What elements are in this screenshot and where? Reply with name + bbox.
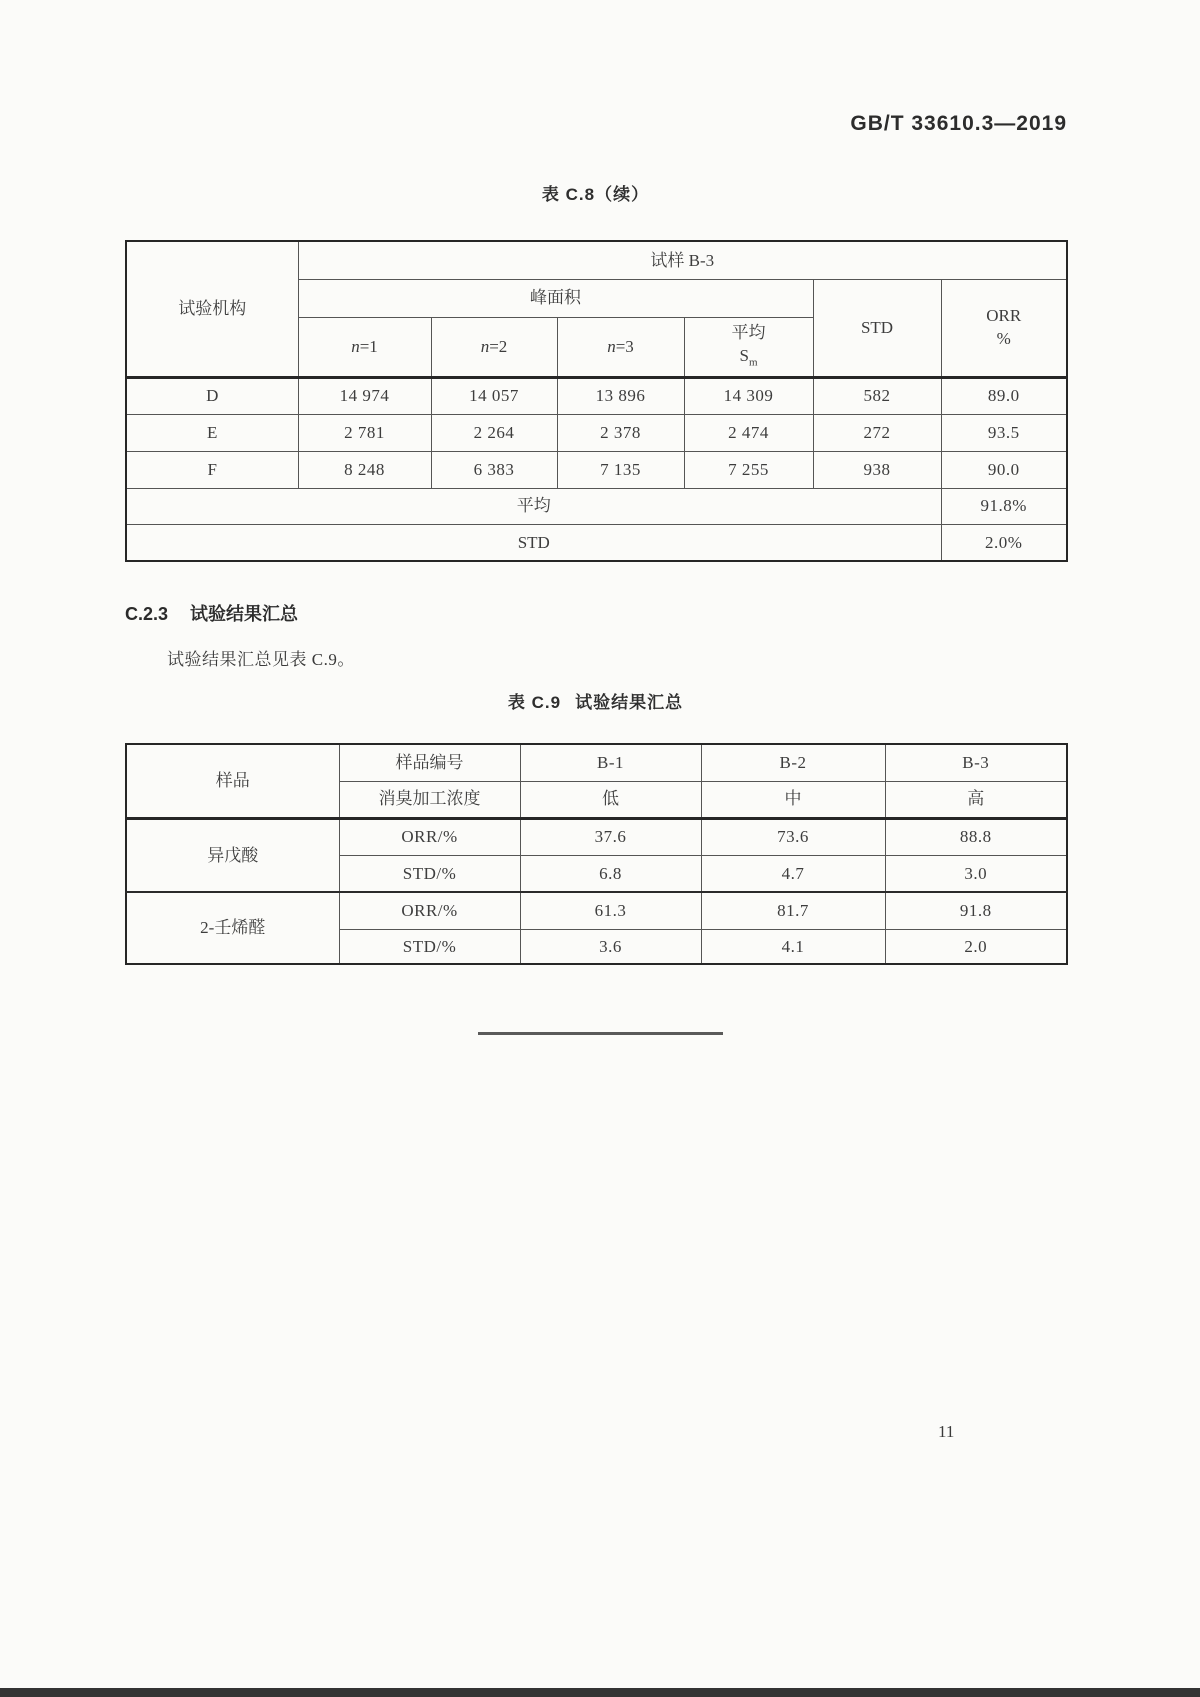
table-row <box>126 377 1067 414</box>
s-base: S <box>739 346 749 366</box>
table-cell: 91.8 <box>885 892 1067 929</box>
table-cell: 6 383 <box>431 451 557 488</box>
table-cell: 2 264 <box>431 414 557 451</box>
page-number: 11 <box>938 1422 955 1441</box>
c8-summary-average-label: 平均 <box>126 488 941 524</box>
table-cell: 3.0 <box>885 855 1067 892</box>
table-cell: 2 378 <box>557 414 684 451</box>
c9-group-isovaleric-acid: 异戊酸 <box>126 818 339 892</box>
table-row <box>126 488 1067 524</box>
c8-summary-std-label: STD <box>126 524 941 561</box>
table-row <box>126 414 1067 451</box>
table-cell: 3.6 <box>520 929 701 964</box>
table-cell: 6.8 <box>520 855 701 892</box>
c8-header-orr-line2: % <box>996 328 1011 348</box>
table-c9-caption <box>125 688 1066 713</box>
n2-eq: =2 <box>489 336 508 356</box>
table-cell: ORR/% <box>339 818 520 855</box>
table-cell: 272 <box>813 414 941 451</box>
table-row <box>126 744 1067 781</box>
table-cell: 582 <box>813 377 941 414</box>
table-c8 <box>125 240 1068 562</box>
c8-header-n2 <box>431 317 557 377</box>
section-title: 试验结果汇总 <box>190 604 299 624</box>
table-c9 <box>125 743 1068 965</box>
table-c9-caption-label: 表 C.9 <box>507 693 562 712</box>
table-cell: 81.7 <box>701 892 885 929</box>
c8-header-sm-line <box>685 345 813 370</box>
c8-header-average-sm <box>684 317 813 377</box>
table-cell: 37.6 <box>520 818 701 855</box>
table-cell: D <box>126 377 298 414</box>
c8-header-average-line: 平均 <box>731 323 766 343</box>
table-cell: 7 255 <box>684 451 813 488</box>
table-cell: 90.0 <box>941 451 1067 488</box>
table-cell: 4.7 <box>701 855 885 892</box>
table-cell: 73.6 <box>701 818 885 855</box>
c9-header-high: 高 <box>885 781 1067 818</box>
table-cell: 4.1 <box>701 929 885 964</box>
table-cell: STD/% <box>339 855 520 892</box>
table-cell: 61.3 <box>520 892 701 929</box>
table-row <box>126 892 1067 929</box>
scan-bottom-edge <box>0 1688 1200 1697</box>
section-paragraph: 试验结果汇总见表 C.9。 <box>167 650 355 669</box>
table-cell: 89.0 <box>941 377 1067 414</box>
table-cell: ORR/% <box>339 892 520 929</box>
end-of-document-rule <box>478 1032 723 1035</box>
table-cell: 14 309 <box>684 377 813 414</box>
table-row <box>126 818 1067 855</box>
table-cell: STD/% <box>339 929 520 964</box>
c8-header-sample: 试样 B-3 <box>298 241 1067 279</box>
c9-header-concentration-label: 消臭加工浓度 <box>339 781 520 818</box>
c9-group-2-nonenal: 2-壬烯醛 <box>126 892 339 964</box>
table-cell: 2 474 <box>684 414 813 451</box>
c8-header-std: STD <box>813 279 941 377</box>
table-cell: 14 057 <box>431 377 557 414</box>
c9-header-mid: 中 <box>701 781 885 818</box>
c8-summary-std-value: 2.0% <box>941 524 1067 561</box>
table-cell: E <box>126 414 298 451</box>
c8-header-n3 <box>557 317 684 377</box>
c8-header-peak-area: 峰面积 <box>298 279 813 317</box>
table-c8-caption <box>125 180 1066 205</box>
c9-header-sample-id-label: 样品编号 <box>339 744 520 781</box>
table-cell: 8 248 <box>298 451 431 488</box>
c9-header-low: 低 <box>520 781 701 818</box>
section-heading <box>125 600 298 626</box>
c9-header-b1: B-1 <box>520 744 701 781</box>
table-cell: 7 135 <box>557 451 684 488</box>
table-row <box>126 451 1067 488</box>
c9-header-sample: 样品 <box>126 744 339 818</box>
table-cell: 938 <box>813 451 941 488</box>
c9-header-b2: B-2 <box>701 744 885 781</box>
n3-eq: =3 <box>615 336 634 356</box>
c8-header-orr-line1: ORR <box>986 305 1022 325</box>
c8-header-orr <box>941 279 1067 377</box>
table-cell: F <box>126 451 298 488</box>
table-cell: 88.8 <box>885 818 1067 855</box>
n-symbol: n <box>351 336 360 356</box>
n-symbol: n <box>480 336 490 356</box>
s-subscript: m <box>748 356 758 369</box>
n-symbol: n <box>607 336 616 356</box>
standard-number-header: GB/T 33610.3—2019 <box>850 112 1067 135</box>
c8-summary-average-value: 91.8% <box>941 488 1067 524</box>
table-cell: 13 896 <box>557 377 684 414</box>
section-number: C.2.3 <box>125 604 169 624</box>
table-cell: 93.5 <box>941 414 1067 451</box>
table-c9-caption-text: 试验结果汇总 <box>575 693 684 712</box>
n1-eq: =1 <box>359 336 378 356</box>
c8-header-institution: 试验机构 <box>126 241 298 377</box>
table-row <box>126 524 1067 561</box>
table-cell: 2.0 <box>885 929 1067 964</box>
table-cell: 2 781 <box>298 414 431 451</box>
table-c8-caption-text: 表 C.8（续） <box>541 185 650 204</box>
table-cell: 14 974 <box>298 377 431 414</box>
c9-header-b3: B-3 <box>885 744 1067 781</box>
c8-header-n1 <box>298 317 431 377</box>
